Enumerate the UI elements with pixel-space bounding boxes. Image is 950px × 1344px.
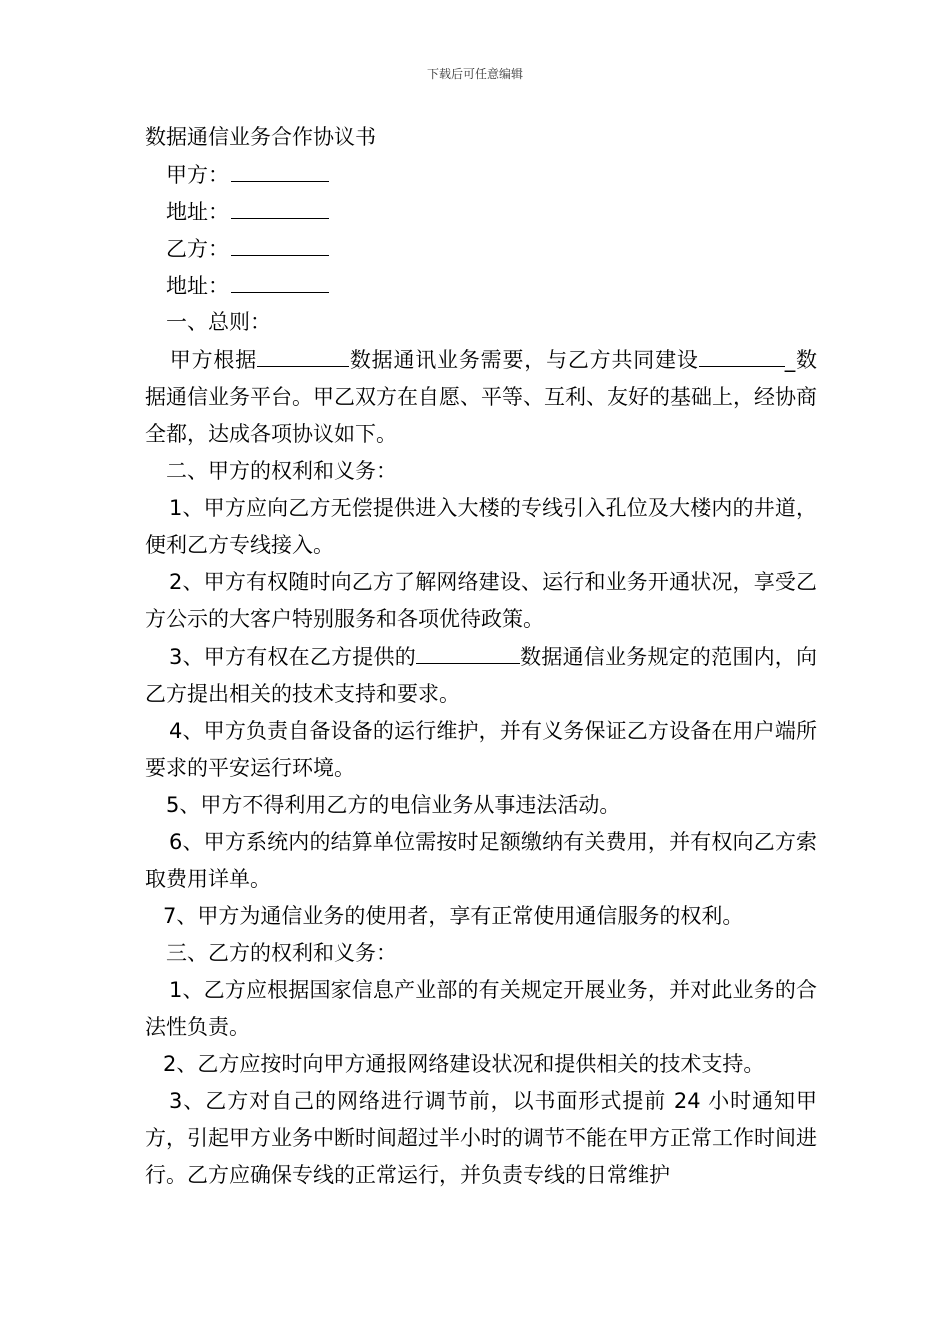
party-a-clause-3-text: 3、甲方有权在乙方提供的 <box>169 645 416 669</box>
party-b-clause-2 <box>145 1046 817 1083</box>
section-3-heading: 三、乙方的权利和义务： <box>166 941 397 965</box>
party-a-address-line <box>145 193 817 230</box>
party-b-clause-3-text: 3、乙方对自己的网络进行调节前，以书面形式提前 24 小时通知甲方，引起甲方业务中断时间超过半小时的调节不能在甲方正常工作时间进行。乙方应确保专线的正常运行，并负责专线的日常维护 <box>145 1089 817 1187</box>
party-a-clause-7-text: 7、甲方为通信业务的使用者，享有正常使用通信服务的权利。 <box>163 904 744 928</box>
party-b-clause-1-text: 1、乙方应根据国家信息产业部的有关规定开展业务，并对此业务的合法性负责。 <box>145 978 817 1039</box>
party-a-clause-3 <box>145 638 817 713</box>
party-a-clause-1-text: 1、甲方应向乙方无偿提供进入大楼的专线引入孔位及大楼内的井道，便利乙方专线接入。 <box>145 496 817 557</box>
party-a-clause-3-tail: 数据通信业务规定的范围内，向乙方提出相关的技术支持和要求。 <box>145 645 817 706</box>
party-a-clause-6-text: 6、甲方系统内的结算单位需按时足额缴纳有关费用，并有权向乙方索取费用详单。 <box>145 830 817 891</box>
party-a-clause-1 <box>145 490 817 564</box>
general-clause <box>145 341 817 453</box>
party-a-clause-6 <box>145 824 817 898</box>
party-a-clause-4-text: 4、甲方负责自备设备的运行维护，并有义务保证乙方设备在用户端所要求的平安运行环境。 <box>145 719 817 780</box>
general-clause-part3: _数据通信业务平台。甲乙双方在自愿、平等、互利、友好的基础上，经协商全都，达成各项协议如下。 <box>145 348 818 446</box>
party-b-address-blank <box>231 267 329 293</box>
page-header-note: 下载后可任意编辑 <box>426 67 523 81</box>
general-clause-part2: 数据通讯业务需要，与乙方共同建设 <box>349 348 699 372</box>
party-a-blank <box>231 156 329 182</box>
general-clause-blank-1 <box>257 341 349 367</box>
party-b-address-label: 地址： <box>166 274 229 298</box>
party-b-clause-2-text: 2、乙方应按时向甲方通报网络建设状况和提供相关的技术支持。 <box>163 1052 765 1076</box>
party-a-label: 甲方： <box>166 163 229 187</box>
party-b-address-line <box>145 267 817 304</box>
party-a-address-label: 地址： <box>166 200 229 224</box>
document-body <box>145 119 817 1194</box>
section-1-heading: 一、总则： <box>166 310 271 334</box>
party-a-clause-4 <box>145 713 817 787</box>
party-b-clause-3 <box>145 1083 817 1194</box>
party-a-clause-3-blank <box>416 638 520 664</box>
party-b-line <box>145 230 817 267</box>
general-clause-blank-2 <box>699 341 785 367</box>
party-a-line <box>145 156 817 193</box>
party-a-clause-5 <box>145 787 817 824</box>
party-a-clause-5-text: 5、甲方不得利用乙方的电信业务从事违法活动。 <box>166 793 621 817</box>
general-clause-part1: 甲方根据 <box>169 348 258 372</box>
party-b-clause-1 <box>145 972 817 1046</box>
party-a-address-blank <box>231 193 329 219</box>
party-a-clause-2 <box>145 564 817 638</box>
party-a-clause-7 <box>145 898 817 935</box>
section-2-heading: 二、甲方的权利和义务： <box>166 459 397 483</box>
party-a-clause-2-text: 2、甲方有权随时向乙方了解网络建设、运行和业务开通状况，享受乙方公示的大客户特别服务和各项优待政策。 <box>145 570 817 631</box>
party-b-label: 乙方： <box>166 237 229 261</box>
party-b-blank <box>231 230 329 256</box>
document-title: 数据通信业务合作协议书 <box>145 125 376 149</box>
